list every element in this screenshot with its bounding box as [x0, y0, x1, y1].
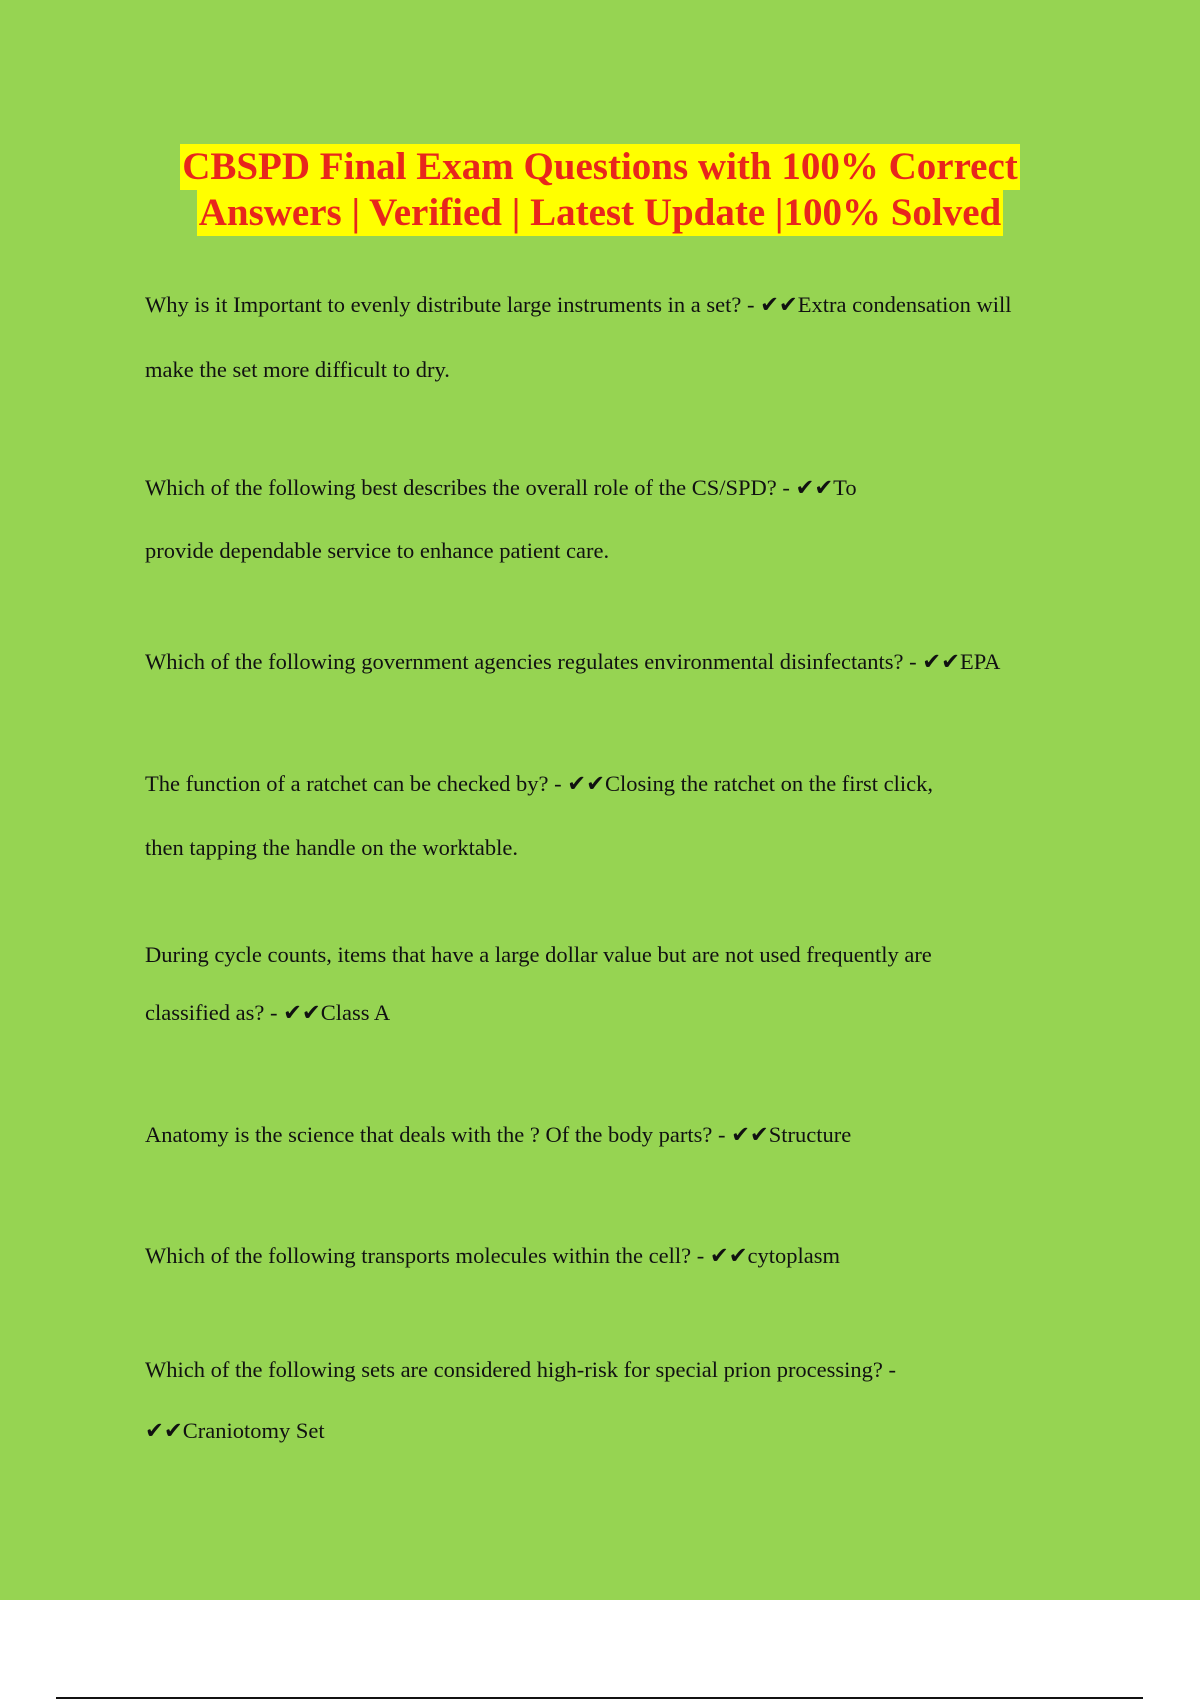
title-line-2: Answers | Verified | Latest Update |100% Solved: [198, 191, 1002, 234]
qa-line: provide dependable service to enhance patient care.: [145, 538, 610, 563]
qa-line: Which of the following government agencies regulates environmental disinfectants? - ✔✔EPA: [145, 649, 1001, 674]
qa-line: During cycle counts, items that have a large dollar value but are not used frequently are: [145, 942, 932, 967]
document-title: [0, 144, 1200, 236]
qa-line: Which of the following sets are considered high-risk for special prion processing? -: [145, 1357, 897, 1382]
qa-line: ✔✔Craniotomy Set: [145, 1418, 325, 1443]
qa-line: Which of the following transports molecules within the cell? - ✔✔cytoplasm: [145, 1243, 841, 1268]
qa-line: then tapping the handle on the worktable.: [145, 835, 519, 860]
qa-line: make the set more difficult to dry.: [145, 357, 450, 382]
qa-line: Which of the following best describes the overall role of the CS/SPD? - ✔✔To: [145, 475, 857, 500]
footer-rule: [56, 1697, 1143, 1699]
qa-line: The function of a ratchet can be checked by? - ✔✔Closing the ratchet on the first click,: [145, 771, 934, 796]
qa-line: Anatomy is the science that deals with the ? Of the body parts? - ✔✔Structure: [145, 1122, 852, 1147]
qa-line: Why is it Important to evenly distribute large instruments in a set? - ✔✔Extra condensation will: [145, 292, 1012, 317]
qa-line: classified as? - ✔✔Class A: [145, 1000, 391, 1025]
title-line-1: CBSPD Final Exam Questions with 100% Correct: [182, 145, 1018, 188]
